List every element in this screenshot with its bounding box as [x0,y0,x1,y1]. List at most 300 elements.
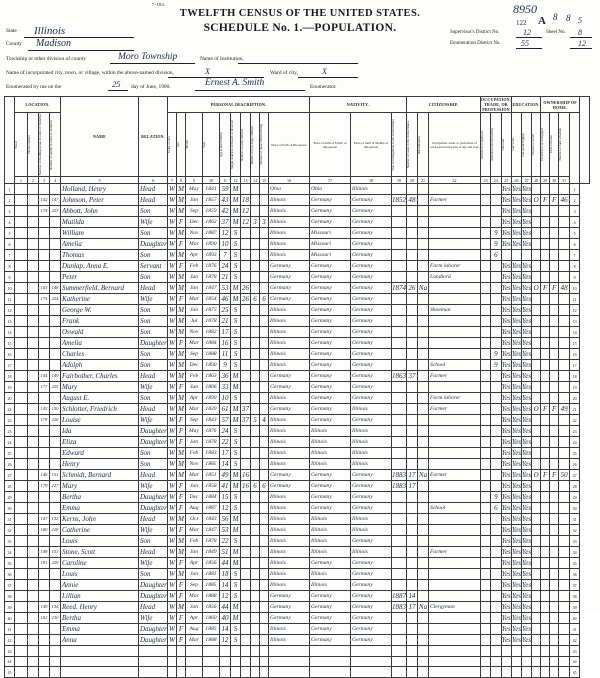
cell-write[interactable] [511,393,521,404]
cell-read[interactable] [501,327,511,338]
cell-imm[interactable] [392,602,407,613]
cell-dwelling[interactable] [39,646,50,657]
cell-eng[interactable] [522,613,532,624]
cell-ms[interactable] [231,547,241,558]
cell-fs[interactable] [559,624,570,635]
cell-family[interactable] [50,426,61,437]
cell-age[interactable] [220,547,231,558]
cell-ms[interactable] [231,250,241,261]
cell-mne[interactable] [481,667,491,678]
cell-yr[interactable] [203,613,220,624]
cell-yrm[interactable] [241,393,251,404]
cell-age[interactable] [220,613,231,624]
cell-own[interactable] [532,360,541,371]
cell-fs[interactable] [559,338,570,349]
cell-imm[interactable] [392,580,407,591]
cell-sch[interactable] [491,316,501,327]
cell-dwelling[interactable] [39,569,50,580]
cell-age[interactable] [220,580,231,591]
cell-mne[interactable] [481,602,491,613]
cell-ch[interactable] [251,404,260,415]
cell-race[interactable] [168,525,177,536]
cell-race[interactable] [168,459,177,470]
cell-yr[interactable] [203,382,220,393]
cell-mo[interactable] [186,602,203,613]
cell-own[interactable] [532,646,541,657]
cell-chl[interactable] [260,393,269,404]
cell-family[interactable] [50,184,61,195]
cell-race[interactable] [168,294,177,305]
cell-race[interactable] [168,250,177,261]
cell-house[interactable] [28,272,39,283]
cell-yr[interactable] [203,217,220,228]
cell-fh[interactable] [550,437,559,448]
cell-ch[interactable] [251,503,260,514]
cell-occ[interactable] [429,316,481,327]
cell-street[interactable] [15,667,28,678]
cell-ch[interactable] [251,338,260,349]
cell-sex[interactable] [177,404,186,415]
cell-family[interactable] [50,580,61,591]
cell-fs[interactable] [559,206,570,217]
cell-write[interactable] [511,525,521,536]
table-row[interactable] [5,558,590,569]
cell-age[interactable] [220,228,231,239]
cell-dwelling[interactable] [39,426,50,437]
cell-race[interactable] [168,360,177,371]
cell-ch[interactable] [251,470,260,481]
cell-relation[interactable] [139,305,168,316]
cell-write[interactable] [511,195,521,206]
cell-mo[interactable] [186,272,203,283]
cell-occ[interactable] [429,481,481,492]
cell-eng[interactable] [522,536,532,547]
cell-fbp[interactable] [310,536,351,547]
cell-write[interactable] [511,547,521,558]
cell-family[interactable] [50,547,61,558]
cell-imm[interactable] [392,492,407,503]
cell-nat[interactable] [418,459,429,470]
cell-mort[interactable] [541,547,550,558]
cell-ms[interactable] [231,656,241,667]
cell-yr[interactable] [203,426,220,437]
cell-name[interactable] [61,239,139,250]
cell-yrs[interactable] [407,448,418,459]
cell-occ[interactable] [429,503,481,514]
cell-race[interactable] [168,569,177,580]
cell-family[interactable] [50,261,61,272]
cell-nat[interactable] [418,492,429,503]
cell-family[interactable] [50,382,61,393]
cell-family[interactable] [50,250,61,261]
cell-street[interactable] [15,217,28,228]
cell-mort[interactable] [541,667,550,678]
cell-family[interactable] [50,393,61,404]
cell-nat[interactable] [418,283,429,294]
cell-relation[interactable] [139,426,168,437]
cell-fh[interactable] [550,525,559,536]
cell-fbp[interactable] [310,646,351,657]
cell-street[interactable] [15,481,28,492]
cell-street[interactable] [15,580,28,591]
cell-ms[interactable] [231,569,241,580]
cell-fs[interactable] [559,613,570,624]
cell-age[interactable] [220,272,231,283]
cell-sch[interactable] [491,624,501,635]
cell-family[interactable] [50,272,61,283]
cell-sex[interactable] [177,228,186,239]
cell-mbp[interactable] [351,195,392,206]
cell-fh[interactable] [550,327,559,338]
cell-age[interactable] [220,646,231,657]
cell-chl[interactable] [260,206,269,217]
cell-mbp[interactable] [351,580,392,591]
cell-race[interactable] [168,217,177,228]
cell-sex[interactable] [177,470,186,481]
cell-yrm[interactable] [241,217,251,228]
cell-yr[interactable] [203,272,220,283]
cell-yr[interactable] [203,591,220,602]
cell-fbp[interactable] [310,635,351,646]
cell-nat[interactable] [418,294,429,305]
cell-mort[interactable] [541,206,550,217]
cell-own[interactable] [532,656,541,667]
cell-sch[interactable] [491,261,501,272]
cell-occ[interactable] [429,305,481,316]
cell-street[interactable] [15,624,28,635]
cell-chl[interactable] [260,492,269,503]
cell-bp[interactable] [269,404,310,415]
cell-read[interactable] [501,635,511,646]
cell-occ[interactable] [429,327,481,338]
cell-ch[interactable] [251,481,260,492]
cell-read[interactable] [501,382,511,393]
cell-sex[interactable] [177,667,186,678]
cell-street[interactable] [15,415,28,426]
cell-mort[interactable] [541,426,550,437]
table-row[interactable] [5,437,590,448]
cell-occ[interactable] [429,667,481,678]
cell-name[interactable] [61,250,139,261]
cell-ms[interactable] [231,261,241,272]
cell-eng[interactable] [522,470,532,481]
cell-yr[interactable] [203,305,220,316]
cell-sch[interactable] [491,547,501,558]
cell-bp[interactable] [269,591,310,602]
cell-mbp[interactable] [351,382,392,393]
cell-mo[interactable] [186,360,203,371]
cell-write[interactable] [511,635,521,646]
cell-own[interactable] [532,448,541,459]
cell-dwelling[interactable] [39,404,50,415]
cell-sch[interactable] [491,613,501,624]
cell-imm[interactable] [392,591,407,602]
cell-sex[interactable] [177,283,186,294]
cell-yrm[interactable] [241,580,251,591]
cell-name[interactable] [61,217,139,228]
cell-fh[interactable] [550,569,559,580]
cell-race[interactable] [168,667,177,678]
cell-nat[interactable] [418,613,429,624]
cell-relation[interactable] [139,393,168,404]
cell-sex[interactable] [177,525,186,536]
cell-ms[interactable] [231,349,241,360]
cell-fs[interactable] [559,481,570,492]
cell-yrs[interactable] [407,569,418,580]
cell-read[interactable] [501,349,511,360]
cell-race[interactable] [168,635,177,646]
cell-mbp[interactable] [351,514,392,525]
cell-read[interactable] [501,316,511,327]
cell-imm[interactable] [392,371,407,382]
cell-yrs[interactable] [407,195,418,206]
cell-bp[interactable] [269,338,310,349]
cell-yrs[interactable] [407,228,418,239]
cell-dwelling[interactable] [39,591,50,602]
cell-chl[interactable] [260,547,269,558]
cell-age[interactable] [220,591,231,602]
cell-fbp[interactable] [310,382,351,393]
cell-yrm[interactable] [241,195,251,206]
cell-yrs[interactable] [407,184,418,195]
cell-age[interactable] [220,316,231,327]
cell-chl[interactable] [260,371,269,382]
cell-ms[interactable] [231,382,241,393]
cell-fbp[interactable] [310,459,351,470]
cell-read[interactable] [501,195,511,206]
cell-family[interactable] [50,283,61,294]
cell-eng[interactable] [522,349,532,360]
table-row[interactable] [5,371,590,382]
cell-mo[interactable] [186,591,203,602]
cell-family[interactable] [50,591,61,602]
cell-read[interactable] [501,580,511,591]
cell-nat[interactable] [418,206,429,217]
cell-ch[interactable] [251,272,260,283]
cell-occ[interactable] [429,272,481,283]
cell-ms[interactable] [231,580,241,591]
cell-dwelling[interactable] [39,382,50,393]
table-row[interactable] [5,217,590,228]
cell-race[interactable] [168,426,177,437]
cell-mbp[interactable] [351,327,392,338]
cell-family[interactable] [50,195,61,206]
cell-chl[interactable] [260,349,269,360]
cell-yr[interactable] [203,283,220,294]
cell-eng[interactable] [522,294,532,305]
cell-sch[interactable] [491,250,501,261]
cell-relation[interactable] [139,338,168,349]
cell-yrm[interactable] [241,239,251,250]
cell-own[interactable] [532,492,541,503]
cell-imm[interactable] [392,426,407,437]
cell-chl[interactable] [260,613,269,624]
cell-yrm[interactable] [241,613,251,624]
cell-chl[interactable] [260,624,269,635]
cell-dwelling[interactable] [39,656,50,667]
cell-chl[interactable] [260,481,269,492]
cell-mbp[interactable] [351,261,392,272]
cell-house[interactable] [28,624,39,635]
cell-mne[interactable] [481,613,491,624]
cell-write[interactable] [511,514,521,525]
cell-mo[interactable] [186,481,203,492]
cell-family[interactable] [50,525,61,536]
cell-name[interactable] [61,382,139,393]
cell-fh[interactable] [550,536,559,547]
cell-write[interactable] [511,426,521,437]
cell-fs[interactable] [559,305,570,316]
cell-fs[interactable] [559,503,570,514]
cell-write[interactable] [511,558,521,569]
cell-mort[interactable] [541,393,550,404]
cell-yrs[interactable] [407,470,418,481]
cell-chl[interactable] [260,217,269,228]
cell-mbp[interactable] [351,272,392,283]
cell-fh[interactable] [550,415,559,426]
cell-house[interactable] [28,250,39,261]
cell-yrm[interactable] [241,569,251,580]
cell-fbp[interactable] [310,404,351,415]
cell-house[interactable] [28,481,39,492]
cell-name[interactable] [61,613,139,624]
cell-sch[interactable] [491,514,501,525]
cell-sch[interactable] [491,283,501,294]
cell-sch[interactable] [491,382,501,393]
cell-write[interactable] [511,580,521,591]
cell-mo[interactable] [186,217,203,228]
cell-yrs[interactable] [407,404,418,415]
cell-yrm[interactable] [241,547,251,558]
cell-fh[interactable] [550,349,559,360]
cell-sch[interactable] [491,239,501,250]
cell-fh[interactable] [550,624,559,635]
cell-mne[interactable] [481,195,491,206]
cell-fs[interactable] [559,349,570,360]
cell-yrm[interactable] [241,349,251,360]
cell-dwelling[interactable] [39,492,50,503]
cell-read[interactable] [501,470,511,481]
cell-race[interactable] [168,382,177,393]
cell-yrs[interactable] [407,602,418,613]
cell-age[interactable] [220,371,231,382]
cell-ms[interactable] [231,415,241,426]
cell-yrs[interactable] [407,393,418,404]
cell-sex[interactable] [177,426,186,437]
cell-dwelling[interactable] [39,437,50,448]
cell-read[interactable] [501,294,511,305]
cell-yrs[interactable] [407,492,418,503]
cell-write[interactable] [511,481,521,492]
cell-street[interactable] [15,195,28,206]
cell-ms[interactable] [231,272,241,283]
cell-mne[interactable] [481,448,491,459]
cell-mo[interactable] [186,239,203,250]
cell-street[interactable] [15,382,28,393]
cell-name[interactable] [61,393,139,404]
cell-street[interactable] [15,536,28,547]
cell-fh[interactable] [550,492,559,503]
cell-street[interactable] [15,569,28,580]
cell-own[interactable] [532,349,541,360]
table-row[interactable] [5,239,590,250]
cell-fs[interactable] [559,228,570,239]
cell-fh[interactable] [550,371,559,382]
cell-relation[interactable] [139,547,168,558]
cell-imm[interactable] [392,393,407,404]
cell-sex[interactable] [177,547,186,558]
cell-mbp[interactable] [351,656,392,667]
cell-mort[interactable] [541,415,550,426]
cell-sex[interactable] [177,349,186,360]
table-row[interactable] [5,635,590,646]
cell-age[interactable] [220,305,231,316]
cell-mort[interactable] [541,261,550,272]
cell-yrs[interactable] [407,624,418,635]
cell-dwelling[interactable] [39,305,50,316]
cell-yrm[interactable] [241,283,251,294]
cell-read[interactable] [501,646,511,657]
cell-dwelling[interactable] [39,558,50,569]
cell-ms[interactable] [231,591,241,602]
cell-own[interactable] [532,613,541,624]
cell-mo[interactable] [186,250,203,261]
cell-dwelling[interactable] [39,338,50,349]
cell-family[interactable] [50,239,61,250]
cell-bp[interactable] [269,206,310,217]
cell-house[interactable] [28,525,39,536]
cell-write[interactable] [511,250,521,261]
cell-sch[interactable] [491,327,501,338]
cell-sch[interactable] [491,228,501,239]
cell-bp[interactable] [269,305,310,316]
cell-age[interactable] [220,261,231,272]
cell-occ[interactable] [429,591,481,602]
cell-relation[interactable] [139,613,168,624]
cell-chl[interactable] [260,646,269,657]
cell-chl[interactable] [260,294,269,305]
cell-name[interactable] [61,195,139,206]
cell-fs[interactable] [559,272,570,283]
cell-own[interactable] [532,239,541,250]
cell-imm[interactable] [392,305,407,316]
cell-yrs[interactable] [407,206,418,217]
cell-yrs[interactable] [407,656,418,667]
cell-occ[interactable] [429,613,481,624]
cell-sex[interactable] [177,272,186,283]
cell-mbp[interactable] [351,459,392,470]
cell-fbp[interactable] [310,525,351,536]
cell-read[interactable] [501,602,511,613]
cell-ms[interactable] [231,558,241,569]
cell-eng[interactable] [522,492,532,503]
cell-write[interactable] [511,360,521,371]
cell-bp[interactable] [269,613,310,624]
cell-mort[interactable] [541,404,550,415]
cell-eng[interactable] [522,624,532,635]
cell-sch[interactable] [491,415,501,426]
cell-street[interactable] [15,613,28,624]
cell-dwelling[interactable] [39,217,50,228]
cell-chl[interactable] [260,569,269,580]
cell-read[interactable] [501,569,511,580]
cell-mbp[interactable] [351,558,392,569]
cell-own[interactable] [532,470,541,481]
cell-yr[interactable] [203,514,220,525]
cell-bp[interactable] [269,393,310,404]
cell-house[interactable] [28,184,39,195]
cell-race[interactable] [168,349,177,360]
